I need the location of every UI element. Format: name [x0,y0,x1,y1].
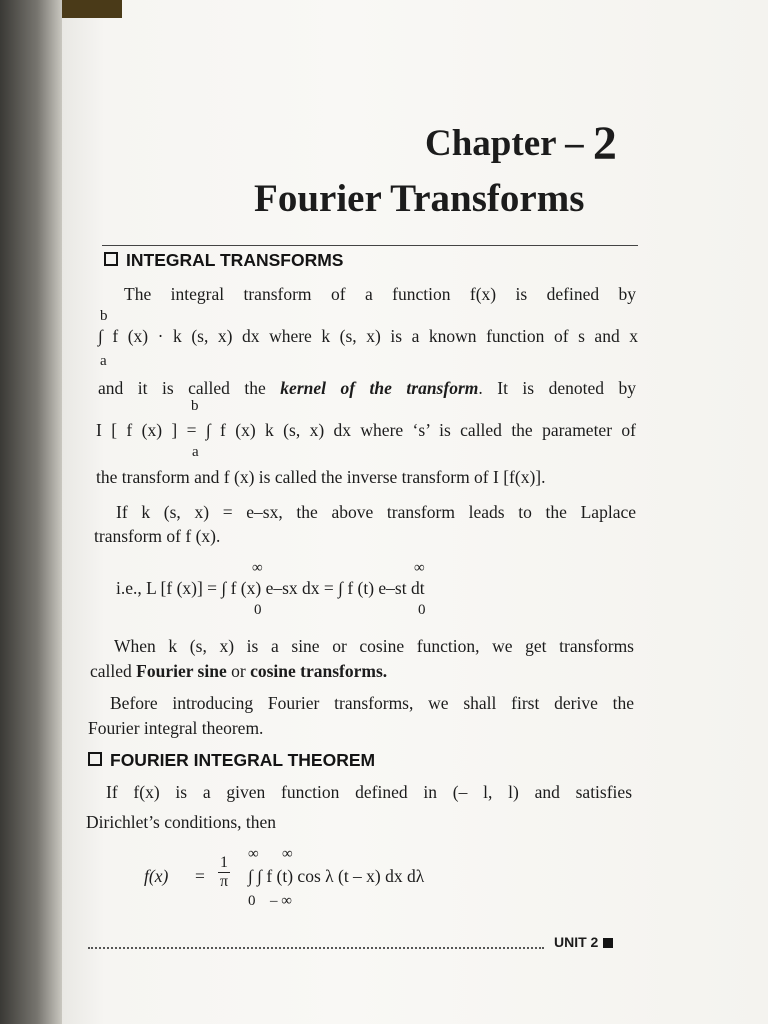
section-heading-fourier-integral-theorem [88,750,375,771]
chapter-number: 2 [592,117,617,170]
text-span: or [226,661,251,681]
paragraph-line: The integral transform of a function f(x) is defined by [124,284,636,304]
integral-upper-limit: b [191,398,199,414]
integral-lower-limit: 0 [254,602,262,618]
footer-unit-label [554,934,613,950]
fourier-lhs [144,866,168,887]
integral-lower-limit: 0 [248,893,256,909]
integral-lower-limit: – ∞ [270,893,292,909]
paragraph-line: ∫ f (x) · k (s, x) dx where k (s, x) is a known function of s and x [98,326,638,346]
integral-lower-limit: a [192,444,199,460]
fourier-integrand: ∫ ∫ f (t) cos λ (t – x) dx dλ [248,866,425,886]
text-span: and it is called the [98,378,281,398]
fourier-sine-term: Fourier sine [136,661,227,681]
chapter-heading [425,112,617,170]
page-title: Fourier Transforms [254,177,585,220]
paragraph-line: If f(x) is a given function defined in (– l, l) and satisfies [106,782,632,802]
title-divider [102,245,638,246]
fraction-one-over-pi [218,854,230,891]
checkbox-icon [104,252,118,266]
integral-upper-limit: b [100,308,108,324]
paragraph-line: Fourier integral theorem. [88,718,264,738]
kernel-term: kernel of the transform [280,378,479,398]
integral-lower-limit: a [100,353,107,369]
paragraph-line: When k (s, x) is a sine or cosine function, we get transforms [114,636,634,656]
paragraph-line: Dirichlet’s conditions, then [86,812,277,832]
paragraph-line: transform of f (x). [94,526,221,546]
section-heading-text: INTEGRAL TRANSFORMS [126,250,344,270]
section-heading-text: FOURIER INTEGRAL THEOREM [110,750,376,770]
integral-upper-limit: ∞ [414,560,425,576]
fraction-numerator: 1 [220,854,228,871]
footer-dotted-rule [88,947,544,949]
checkbox-icon [88,752,102,766]
integral-lower-limit: 0 [418,602,426,618]
paragraph-line: If k (s, x) = e–sx, the above transform leads to the Laplace [116,502,636,522]
integral-upper-limit: ∞ [252,560,263,576]
paragraph-line: Before introducing Fourier transforms, we shall first derive the [110,693,634,713]
section-heading-integral-transforms [104,250,343,271]
paragraph-line: I [ f (x) ] = ∫ f (x) k (s, x) dx where ‘s’ is called the parameter of [96,420,636,440]
text-span: . It is denoted by [478,378,636,398]
text-span: called [90,661,137,681]
book-spine-shadow [0,0,62,1024]
fraction-denominator: π [219,873,229,890]
equals-sign: = [195,866,205,886]
integral-upper-limit: ∞ [248,846,259,862]
paragraph-line: the transform and f (x) is called the inverse transform of I [f(x)]. [96,467,546,487]
paragraph-line [90,661,387,682]
laplace-equation: i.e., L [f (x)] = ∫ f (x) e–sx dx = ∫ f (t) e–st dt [116,578,425,598]
chapter-label: Chapter – [425,123,584,164]
unit-text: UNIT 2 [554,934,599,950]
fourier-lhs-text: f(x) [144,866,169,886]
paragraph-line [98,378,636,399]
square-bullet-icon [603,938,613,948]
cosine-transforms-term: cosine transforms. [250,661,388,681]
page-corner-shadow [62,0,122,18]
integral-upper-limit: ∞ [282,846,293,862]
